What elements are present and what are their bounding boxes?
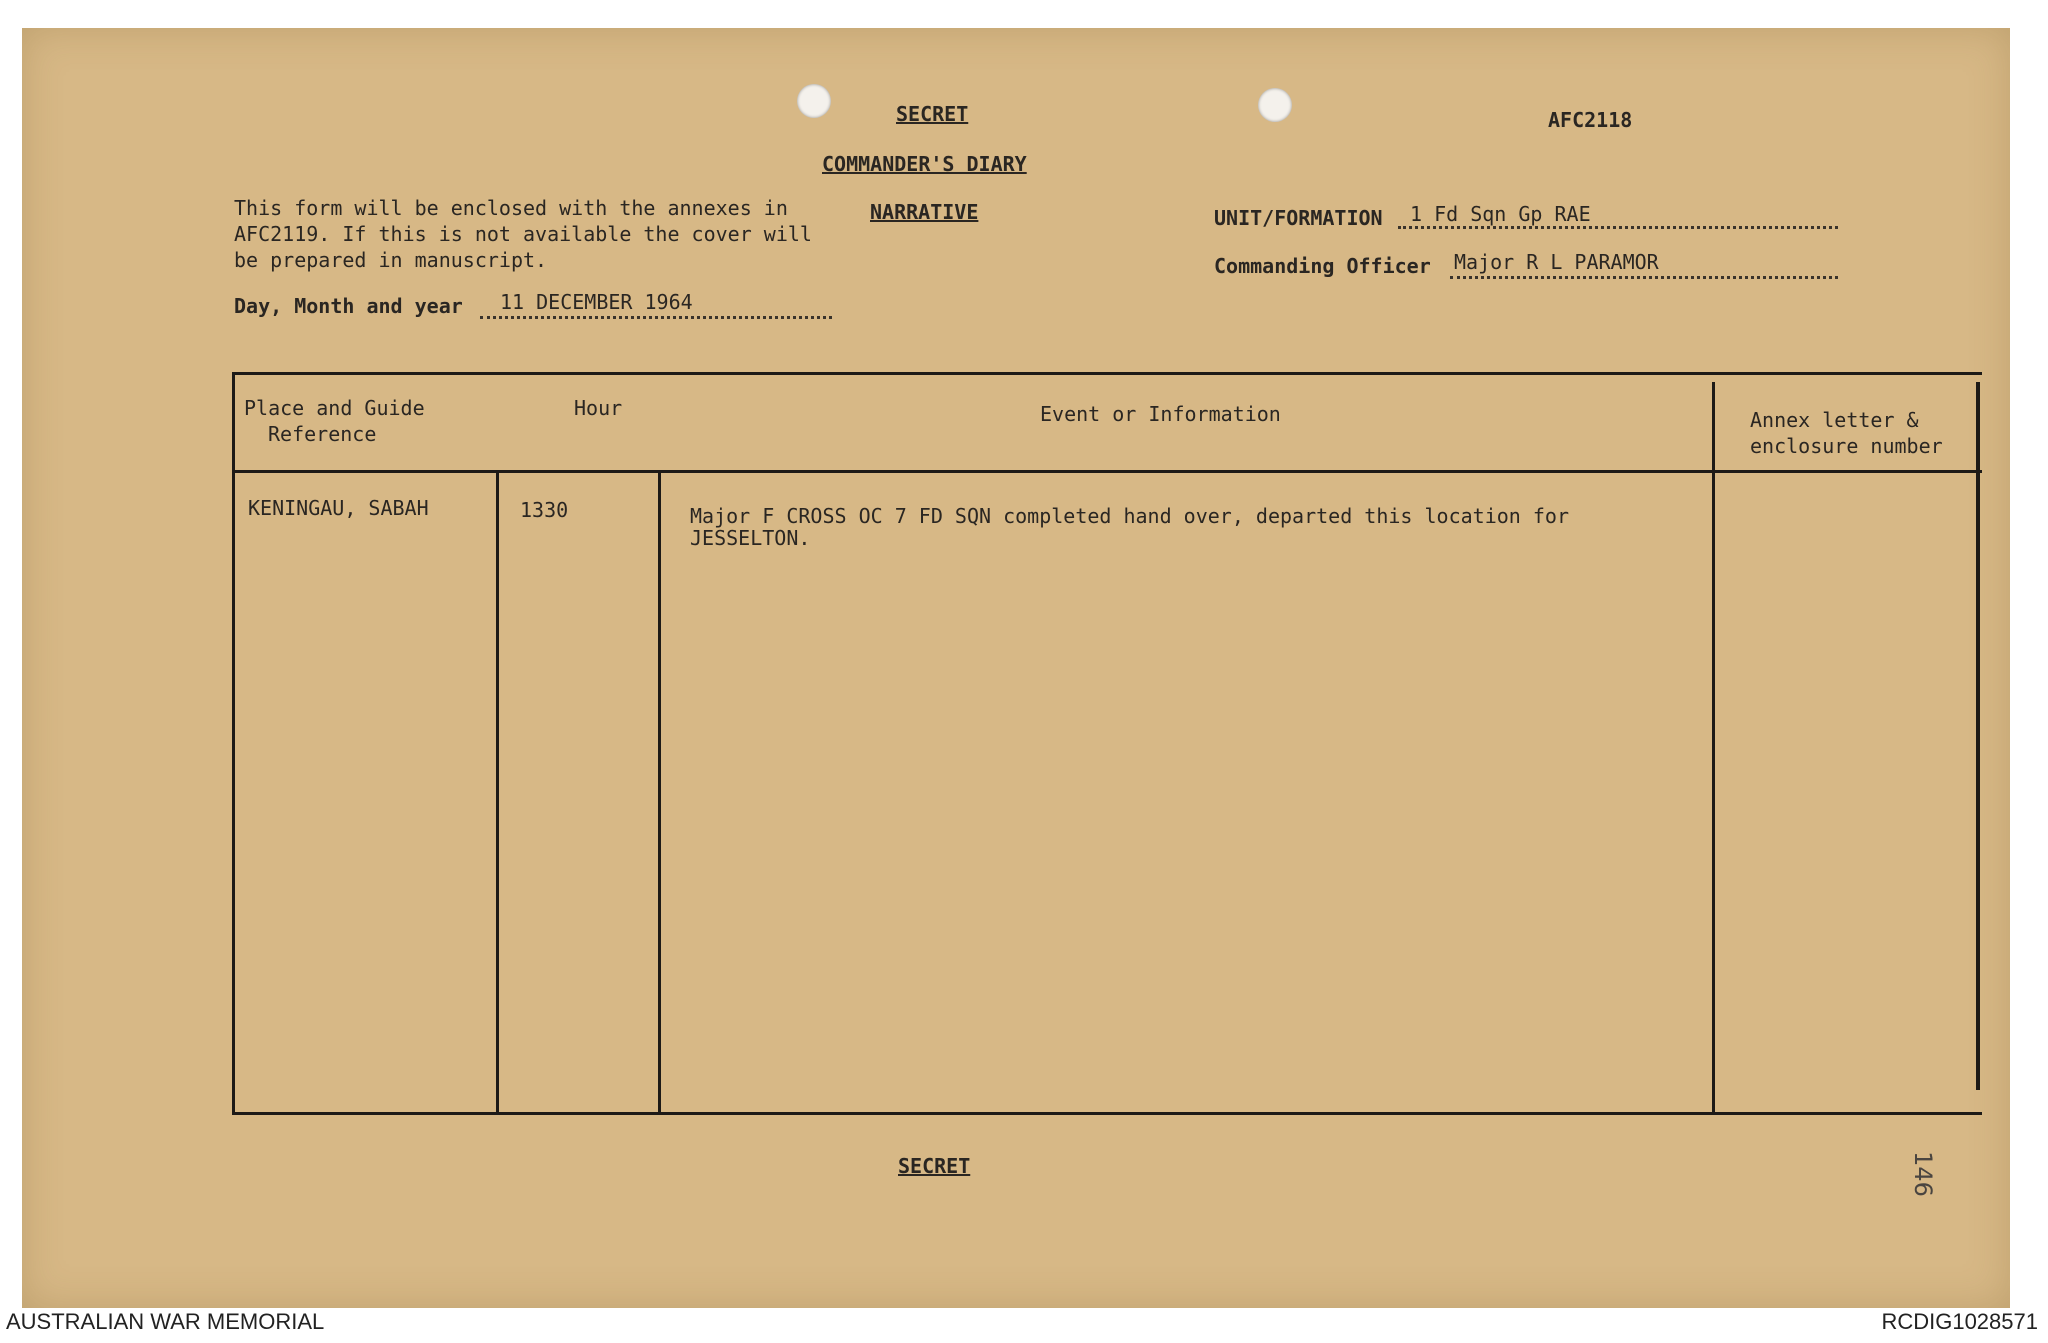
classification-bottom: SECRET	[898, 1154, 971, 1178]
commanding-officer-value: Major R L PARAMOR	[1454, 250, 1659, 274]
column-divider-place	[496, 470, 499, 1113]
column-divider-event	[1712, 382, 1715, 1113]
co-dotted-line	[1450, 276, 1838, 279]
table-right-border	[1976, 382, 1980, 1090]
column-divider-hour	[658, 470, 661, 1113]
punch-hole-left	[797, 84, 831, 118]
date-dotted-line	[480, 316, 832, 319]
table-header-divider	[232, 470, 1982, 473]
col-header-place-line-2: Reference	[268, 422, 377, 446]
row-event-line-2: JESSELTON.	[690, 526, 811, 550]
table-top-border	[232, 372, 1982, 375]
page-title: COMMANDER'S DIARY	[822, 152, 1027, 176]
instruction-line-1: This form will be enclosed with the annexes in	[234, 196, 788, 220]
col-header-annex-line-2: enclosure number	[1750, 434, 1943, 458]
instruction-line-2: AFC2119. If this is not available the cover will	[234, 222, 812, 246]
col-header-annex-line-1: Annex letter &	[1750, 408, 1919, 432]
footer-record-id: RCDIG1028571	[1881, 1309, 2038, 1334]
row-place: KENINGAU, SABAH	[248, 496, 429, 520]
date-label: Day, Month and year	[234, 294, 463, 318]
col-header-hour: Hour	[574, 396, 623, 420]
classification-top: SECRET	[896, 102, 969, 126]
unit-value: 1 Fd Sqn Gp RAE	[1410, 202, 1591, 226]
footer-source: AUSTRALIAN WAR MEMORIAL	[6, 1309, 325, 1334]
row-event-line-1: Major F CROSS OC 7 FD SQN completed hand over, departed this location for	[690, 504, 1569, 528]
page-number-note: 146	[1908, 1151, 1937, 1197]
date-value: 11 DECEMBER 1964	[500, 290, 693, 314]
form-code: AFC2118	[1548, 108, 1633, 132]
unit-label: UNIT/FORMATION	[1214, 206, 1383, 230]
commanding-officer-label: Commanding Officer	[1214, 254, 1431, 278]
table-left-border	[232, 372, 235, 1115]
narrative-label: NARRATIVE	[870, 200, 979, 224]
row-hour: 1330	[520, 498, 569, 522]
col-header-place-line-1: Place and Guide	[244, 396, 425, 420]
punch-hole-right	[1258, 88, 1292, 122]
instruction-line-3: be prepared in manuscript.	[234, 248, 548, 272]
unit-dotted-line	[1398, 226, 1838, 229]
col-header-event: Event or Information	[1040, 402, 1281, 426]
